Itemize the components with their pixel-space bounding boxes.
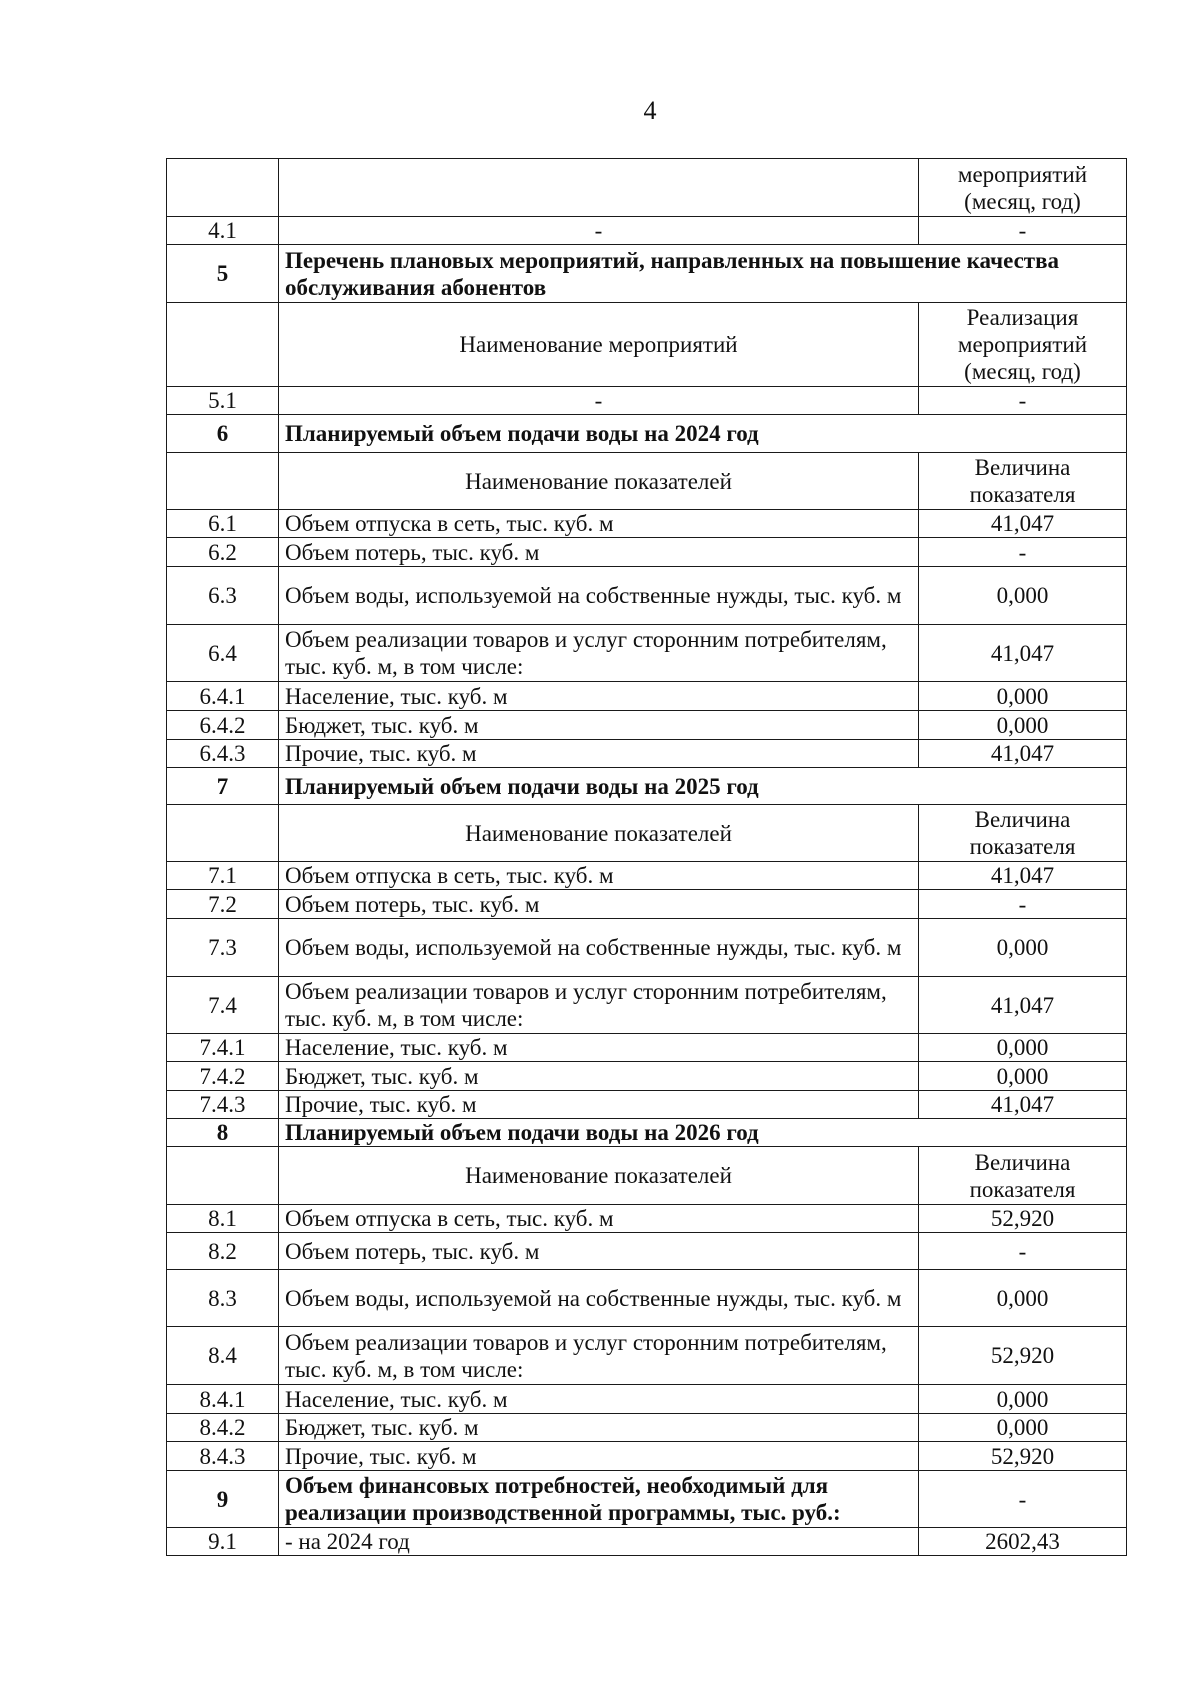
row-value: - (919, 538, 1127, 567)
table-row (167, 625, 1127, 682)
row-number: 8.4 (167, 1327, 279, 1385)
row-name: Население, тыс. куб. м (279, 682, 919, 711)
row-value: - (919, 1471, 1127, 1528)
row-number: 7.4 (167, 977, 279, 1034)
row-value: 41,047 (919, 510, 1127, 538)
row-number: 7.4.1 (167, 1034, 279, 1062)
table-row (167, 159, 1127, 217)
row-name: Объем реализации товаров и услуг сторонним потребителям, тыс. куб. м, в том числе: (279, 1327, 919, 1385)
row-value: 41,047 (919, 862, 1127, 890)
row-number: 8 (167, 1119, 279, 1147)
row-number: 6.4.1 (167, 682, 279, 711)
row-name: Объем потерь, тыс. куб. м (279, 1233, 919, 1270)
row-value: - (919, 890, 1127, 919)
row-name: Население, тыс. куб. м (279, 1034, 919, 1062)
row-number: 7.3 (167, 919, 279, 977)
column-header-name: Наименование показателей (279, 1147, 919, 1205)
row-number: 8.3 (167, 1270, 279, 1327)
row-number: 5.1 (167, 387, 279, 415)
column-header-value: Величина показателя (919, 805, 1127, 862)
column-header-name: Наименование мероприятий (279, 303, 919, 387)
row-name: Прочие, тыс. куб. м (279, 740, 919, 768)
table-row (167, 1270, 1127, 1327)
row-number: 6.4 (167, 625, 279, 682)
production-program-table (166, 158, 1127, 1556)
section-row (167, 1119, 1127, 1147)
row-number: 6 (167, 415, 279, 453)
table-row (167, 387, 1127, 415)
row-value: 0,000 (919, 711, 1127, 740)
row-value: 0,000 (919, 919, 1127, 977)
row-name: Объем воды, используемой на собственные нужды, тыс. куб. м (279, 919, 919, 977)
header-row (167, 453, 1127, 510)
table-row (167, 1528, 1127, 1556)
table-row (167, 977, 1127, 1034)
row-number: 8.4.3 (167, 1442, 279, 1471)
row-name: Объем отпуска в сеть, тыс. куб. м (279, 862, 919, 890)
row-value: 0,000 (919, 1270, 1127, 1327)
row-value: 2602,43 (919, 1528, 1127, 1556)
page-number: 4 (643, 96, 657, 125)
row-number: 8.2 (167, 1233, 279, 1270)
table-row (167, 217, 1127, 245)
row-name: Бюджет, тыс. куб. м (279, 1414, 919, 1442)
row-number: 9 (167, 1471, 279, 1528)
table-row (167, 1385, 1127, 1414)
row-number: 6.2 (167, 538, 279, 567)
column-header-value: Величина показателя (919, 1147, 1127, 1205)
row-number: 7.4.3 (167, 1091, 279, 1119)
row-name: Бюджет, тыс. куб. м (279, 1062, 919, 1091)
row-name: Объем реализации товаров и услуг сторонним потребителям, тыс. куб. м, в том числе: (279, 977, 919, 1034)
row-number: 9.1 (167, 1528, 279, 1556)
table-row (167, 510, 1127, 538)
row-value: 0,000 (919, 1062, 1127, 1091)
row-number (167, 453, 279, 510)
row-number: 8.4.1 (167, 1385, 279, 1414)
row-value: 41,047 (919, 1091, 1127, 1119)
row-number: 7.1 (167, 862, 279, 890)
table-row (167, 1327, 1127, 1385)
row-number: 5 (167, 245, 279, 303)
row-number: 7.4.2 (167, 1062, 279, 1091)
section-title: Планируемый объем подачи воды на 2026 год (279, 1119, 1127, 1147)
table-row (167, 1091, 1127, 1119)
row-value: - (919, 1233, 1127, 1270)
table-row (167, 711, 1127, 740)
table-row (167, 538, 1127, 567)
header-row (167, 805, 1127, 862)
row-value: 52,920 (919, 1205, 1127, 1233)
table-row (167, 1414, 1127, 1442)
table-row (167, 1233, 1127, 1270)
row-name: - (279, 217, 919, 245)
row-value: 41,047 (919, 625, 1127, 682)
row-name: Объем воды, используемой на собственные нужды, тыс. куб. м (279, 567, 919, 625)
row-value: 0,000 (919, 1034, 1127, 1062)
header-row (167, 1147, 1127, 1205)
table-row (167, 682, 1127, 711)
table-row (167, 1442, 1127, 1471)
row-number: 6.4.2 (167, 711, 279, 740)
row-number: 8.4.2 (167, 1414, 279, 1442)
row-value: 52,920 (919, 1442, 1127, 1471)
row-name: - на 2024 год (279, 1528, 919, 1556)
column-header-name: Наименование показателей (279, 453, 919, 510)
row-number: 6.4.3 (167, 740, 279, 768)
column-header-value: Реализация мероприятий (месяц, год) (919, 303, 1127, 387)
section-row (167, 245, 1127, 303)
table-row (167, 567, 1127, 625)
row-value: 0,000 (919, 1385, 1127, 1414)
row-name: Бюджет, тыс. куб. м (279, 711, 919, 740)
row-name: Прочие, тыс. куб. м (279, 1091, 919, 1119)
row-name: Объем отпуска в сеть, тыс. куб. м (279, 510, 919, 538)
row-value: 0,000 (919, 682, 1127, 711)
row-value: 0,000 (919, 1414, 1127, 1442)
row-number: 7 (167, 768, 279, 805)
row-name: Объем потерь, тыс. куб. м (279, 890, 919, 919)
table-row (167, 919, 1127, 977)
section-row (167, 1471, 1127, 1528)
section-row (167, 415, 1127, 453)
header-row (167, 303, 1127, 387)
table-body (167, 159, 1127, 1556)
column-header-name: Наименование показателей (279, 805, 919, 862)
table-row (167, 1205, 1127, 1233)
row-number: 6.3 (167, 567, 279, 625)
row-name: - (279, 387, 919, 415)
section-title: Планируемый объем подачи воды на 2024 год (279, 415, 1127, 453)
column-header-value: Величина показателя (919, 453, 1127, 510)
row-name: Объем воды, используемой на собственные нужды, тыс. куб. м (279, 1270, 919, 1327)
row-name (279, 159, 919, 217)
row-number: 4.1 (167, 217, 279, 245)
table-row (167, 1034, 1127, 1062)
table-row (167, 890, 1127, 919)
row-value: - (919, 387, 1127, 415)
row-number (167, 303, 279, 387)
row-value: 41,047 (919, 977, 1127, 1034)
section-row (167, 768, 1127, 805)
row-value: - (919, 217, 1127, 245)
section-title: Объем финансовых потребностей, необходимый для реализации производственной программы, тыс. руб.: (279, 1471, 919, 1528)
row-name: Население, тыс. куб. м (279, 1385, 919, 1414)
section-title: Перечень плановых мероприятий, направленных на повышение качества обслуживания абонентов (279, 245, 1127, 303)
row-value: мероприятий (месяц, год) (919, 159, 1127, 217)
row-value: 0,000 (919, 567, 1127, 625)
table-row (167, 862, 1127, 890)
row-name: Объем реализации товаров и услуг сторонним потребителям, тыс. куб. м, в том числе: (279, 625, 919, 682)
row-value: 41,047 (919, 740, 1127, 768)
row-value: 52,920 (919, 1327, 1127, 1385)
row-number: 8.1 (167, 1205, 279, 1233)
row-name: Прочие, тыс. куб. м (279, 1442, 919, 1471)
section-title: Планируемый объем подачи воды на 2025 год (279, 768, 1127, 805)
row-name: Объем отпуска в сеть, тыс. куб. м (279, 1205, 919, 1233)
row-number (167, 159, 279, 217)
row-number (167, 1147, 279, 1205)
table-row (167, 1062, 1127, 1091)
row-name: Объем потерь, тыс. куб. м (279, 538, 919, 567)
row-number (167, 805, 279, 862)
table-row (167, 740, 1127, 768)
row-number: 7.2 (167, 890, 279, 919)
row-number: 6.1 (167, 510, 279, 538)
